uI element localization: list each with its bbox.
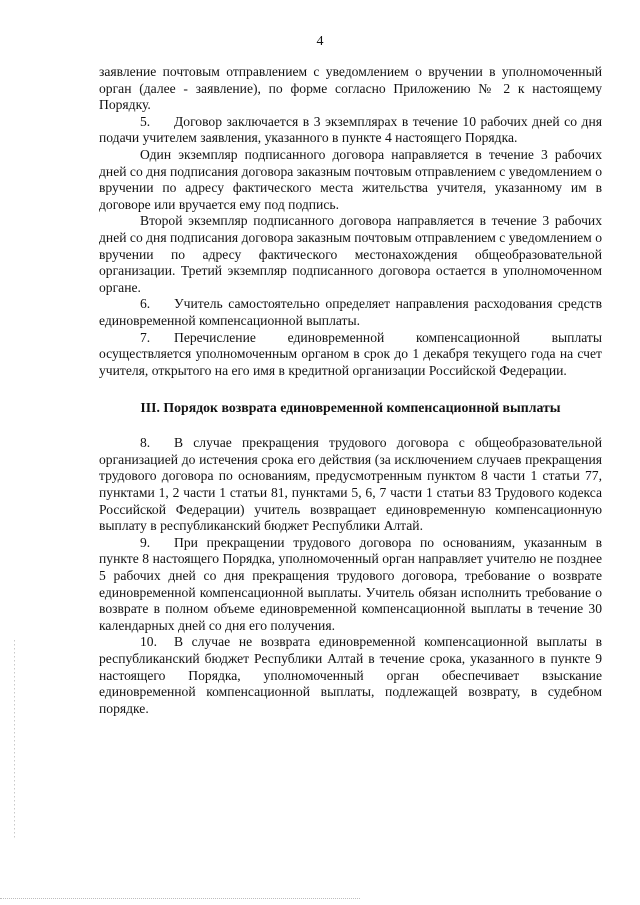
paragraphs-before-section — [99, 64, 602, 379]
paragraph-number: 8. — [140, 435, 151, 451]
scan-bottom-rule — [0, 898, 360, 899]
paragraph-text: При прекращении трудового договора по основаниям, указанным в пункте 8 настоящего Порядка, уполномоченный орган направляет учителю не позднее 5 рабочих дней со дня прекращения трудового договора, требование о возврате единовременной компенсационной выплаты. Учитель обязан исполнить требование о возврате в полном объеме единовременной компенсационной выплаты в течение 30 календарных дней со дня его получения. — [99, 534, 602, 633]
paragraph-number: 5. — [140, 113, 151, 129]
scan-edge-dots — [14, 640, 16, 840]
paragraph-continuation — [99, 64, 602, 114]
paragraphs-after-section — [99, 435, 602, 717]
paragraph-text: В случае прекращения трудового договора с общеобразовательной организацией до истечения срока его действия (за исключением случаев прекращения трудового договора по основаниям, предусмотренным пунктом 8 части 1 статьи 77, пунктами 1, 2 части 1 статьи 81, пунктами 5, 6, 7 части 1 статьи 83 Трудового кодекса Российской Федерации) учитель возвращает единовременную компенсационную выплату в республиканский бюджет Республики Алтай. — [99, 435, 602, 534]
paragraph-second-copy — [99, 213, 602, 296]
paragraph-number: 6. — [140, 296, 151, 312]
paragraph-item-7 — [99, 330, 602, 380]
section-heading: III. Порядок возврата единовременной компенсационной выплаты — [140, 400, 561, 416]
paragraph-number: 7. — [140, 329, 151, 345]
document-body — [99, 64, 602, 717]
paragraph-item-5 — [99, 114, 602, 147]
page-number: 4 — [316, 34, 324, 49]
paragraph-number: 9. — [140, 534, 151, 550]
paragraph-text: Один экземпляр подписанного договора направляется в течение 3 рабочих дней со дня подписания договора заказным почтовым отправлением с уведомлением о вручении по адресу фактического места жительства учителя, указанному им в договоре или вручается ему под подпись. — [99, 146, 602, 212]
paragraph-text: Второй экземпляр подписанного договора направляется в течение 3 рабочих дней со дня подписания договора заказным почтовым отправлением с уведомлением о вручении по адресу фактического местонахождения общеобразовательной организации. Третий экземпляр подписанного договора остается в уполномоченном органе. — [99, 213, 602, 295]
paragraph-item-9 — [99, 535, 602, 635]
paragraph-item-10 — [99, 634, 602, 717]
paragraph-item-6 — [99, 296, 602, 329]
paragraph-text: заявление почтовым отправлением с уведомлением о вручении в уполномоченный орган (далее - заявление), по форме согласно Приложению № 2 к настоящему Порядку. — [99, 64, 602, 113]
paragraph-number: 10. — [140, 634, 157, 650]
paragraph-text: Договор заключается в 3 экземплярах в течение 10 рабочих дней со дня подачи учителем заявления, указанного в пункте 4 настоящего Порядка. — [99, 113, 602, 146]
paragraph-text: Учитель самостоятельно определяет направления расходования средств единовременной компенсационной выплаты. — [99, 296, 602, 328]
paragraph-first-copy — [99, 147, 602, 213]
paragraph-text: В случае не возврата единовременной компенсационной выплаты в республиканский бюджет Республики Алтай в течение срока, указанного в пункте 9 настоящего Порядка, уполномоченный орган обеспечивает взыскание единовременной компенсационной выплаты, подлежащей возврату, в судебном порядке. — [99, 634, 602, 716]
paragraph-item-8 — [99, 435, 602, 535]
paragraph-text: Перечисление единовременной компенсационной выплаты осуществляется уполномоченным органом в срок до 1 декабря текущего года на счет учителя, открытого на его имя в кредитной организации Российской Федерации. — [99, 329, 602, 378]
